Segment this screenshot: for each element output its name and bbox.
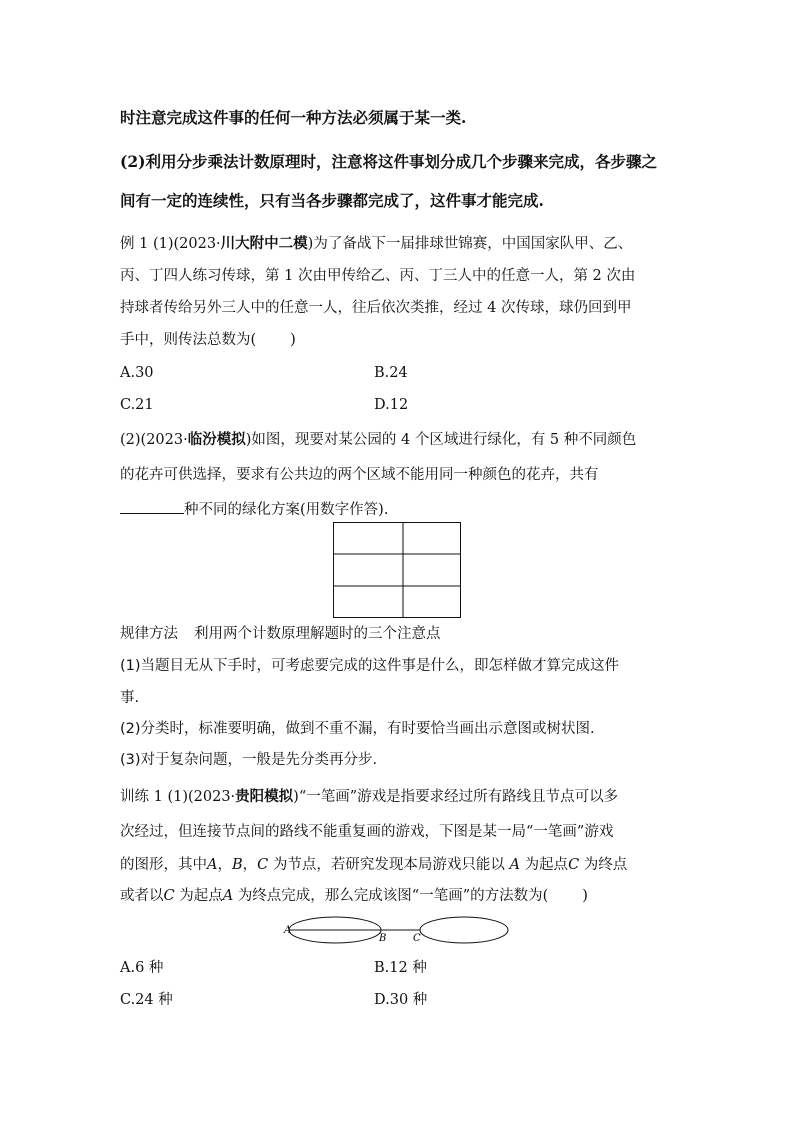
node-label-c: C: [413, 933, 421, 944]
training1-option-b: B.12 种: [374, 960, 427, 976]
example1-lead: 例 1 (1)(2023·: [120, 236, 221, 252]
training1-option-c: C.24 种: [120, 992, 173, 1008]
example1-option-a: A.30: [120, 365, 154, 381]
method-heading: [120, 624, 441, 644]
intro-line-2: (2)利用分步乘法计数原理时，注意将这件事划分成几个步骤来完成，各步骤之: [120, 152, 657, 171]
example1-source: 川大附中二模: [220, 235, 308, 252]
training1-line3: 的图形，其中A，B，C 为节点，若研究发现本局游戏只能以 A 为起点C 为终点: [120, 857, 628, 873]
example1-part2-line3: 种不同的绿化方案(用数字作答).: [120, 499, 388, 520]
example1-part1-line1: 例 1 (1)(2023·川大附中二模)为了备战下一届排球世锦赛，中国国家队甲、乙、: [120, 235, 633, 252]
method-item-3: (3)对于复杂问题，一般是先分类再分步.: [120, 752, 378, 768]
one-stroke-figure: [280, 912, 512, 946]
example1-part1-line4: 手中，则传法总数为( ): [120, 332, 296, 348]
example1-part1-line3: 持球者传给另外三人中的任意一人，往后依次类推，经过 4 次传球，球仍回到甲: [120, 300, 632, 316]
method-item-2: (2)分类时，标准要明确，做到不重不漏，有时要恰当画出示意图或树状图.: [120, 721, 595, 737]
training1-option-d: D.30 种: [374, 992, 428, 1008]
training1-source: 贵阳模拟: [235, 788, 294, 805]
right-ellipse: [420, 917, 508, 943]
answer-blank: [120, 499, 184, 514]
node-label-a: A: [284, 925, 292, 936]
example1-option-c: C.21: [120, 397, 154, 413]
example1-option-b: B.24: [374, 365, 408, 381]
training1-line2: 次经过，但连接节点间的路线不能重复画的游戏，下图是某一局“一笔画”游戏: [120, 824, 614, 840]
method-title: 规律方法: [120, 626, 178, 642]
park-region-grid-figure: [333, 522, 463, 620]
method-item-1-line2: 事.: [120, 690, 140, 706]
training1-line1: 训练 1 (1)(2023·贵阳模拟)“一笔画”游戏是指要求经过所有路线且节点可以多: [120, 788, 619, 805]
example1-part1-line2: 丙、丁四人练习传球，第 1 次由甲传给乙、丙、丁三人中的任意一人，第 2 次由: [120, 268, 636, 284]
node-label-b: B: [379, 933, 387, 944]
training1-line4: 或者以C 为起点A 为终点完成，那么完成该图“一笔画”的方法数为( ): [120, 888, 588, 904]
training1-option-a: A.6 种: [120, 960, 164, 976]
example1-option-d: D.12: [374, 397, 409, 413]
intro-line-3: 间有一定的连续性，只有当各步骤都完成了，这件事才能完成.: [120, 191, 544, 210]
example1-part2-line2: 的花卉可供选择，要求有公共边的两个区域不能用同一种颜色的花卉，共有: [120, 467, 599, 483]
example1-part2-source: 临汾模拟: [187, 431, 246, 448]
method-item-1-line1: (1)当题目无从下手时，可考虑要完成的这件事是什么，即怎样做才算完成这件: [120, 658, 620, 674]
example1-part2-line1: (2)(2023·临汾模拟)如图，现要对某公园的 4 个区域进行绿化，有 5 种不同颜色: [120, 431, 637, 448]
method-subtitle: 利用两个计数原理解题时的三个注意点: [194, 626, 441, 642]
intro-line-1: 时注意完成这件事的任何一种方法必须属于某一类.: [120, 108, 467, 127]
